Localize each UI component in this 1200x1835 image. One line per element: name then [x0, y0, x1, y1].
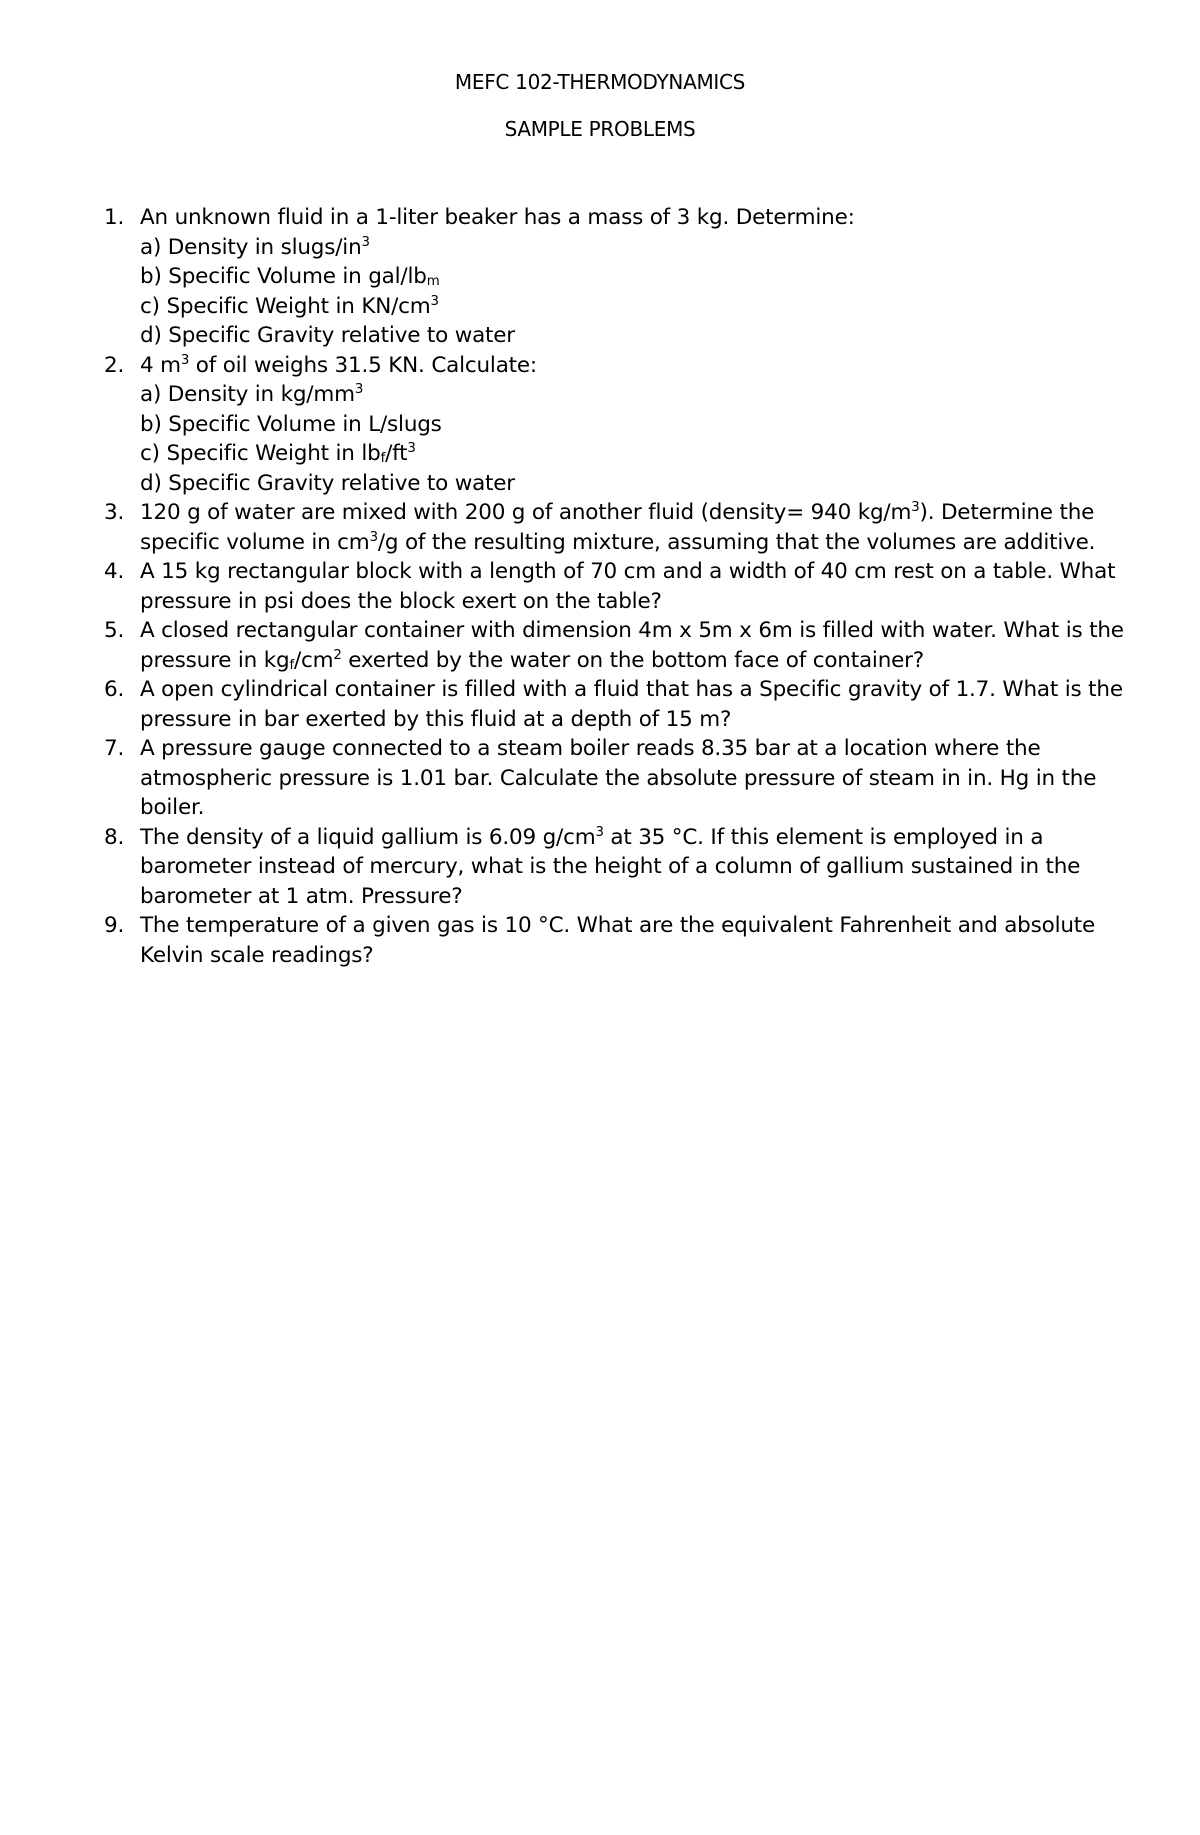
problem-number: 8.	[104, 824, 125, 850]
problem-text: An unknown fluid in a 1-liter beaker has a mass of 3 kg. Determine:	[140, 205, 855, 230]
problem-1	[104, 203, 1124, 351]
problem-part: a) Density in $kg/mm^3$	[140, 381, 364, 407]
problem-parts	[140, 233, 1124, 351]
problem-part: b) Specific Volume in L/slugs	[140, 411, 442, 437]
problem-part: c) Specific Weight in $KN/cm^3$	[140, 293, 439, 319]
problem-number: 3.	[104, 500, 125, 525]
problem-number: 2.	[104, 352, 125, 378]
problem-3	[104, 498, 1124, 557]
problem-6	[104, 675, 1124, 734]
problem-9	[104, 911, 1124, 970]
problem-number: 4.	[104, 559, 125, 584]
problem-part: a) Density in slugs/$in^3$	[140, 234, 370, 260]
problem-text: The density of a liquid gallium is 6.09 $g/cm^3$ at 35 °C. If this element is employed in a barometer instead of mercury, what is the height of a column of gallium sustained in the barometer at 1 atm. Pressure?	[140, 824, 1081, 909]
problem-text: A 15 kg rectangular block with a length of 70 cm and a width of 40 cm rest on a table. What pressure in psi does the block exert on the table?	[140, 559, 1116, 614]
problem-number: 7.	[104, 736, 125, 761]
section-title: SAMPLE PROBLEMS	[504, 117, 696, 141]
problem-text: 120 g of water are mixed with 200 g of another fluid (density= 940 $kg/m^3$). Determine the specific volume in $cm^3/g$ of the resulting mixture, assuming that the volumes are additive.	[140, 499, 1096, 555]
problem-text: The temperature of a given gas is 10 °C. What are the equivalent Fahrenheit and absolute Kelvin scale readings?	[140, 913, 1096, 968]
problem-part: b) Specific Volume in gal/$lb_m$	[140, 264, 440, 289]
problem-parts	[140, 380, 1124, 498]
problem-number: 1.	[104, 205, 125, 230]
problem-4	[104, 557, 1124, 616]
problem-7	[104, 734, 1124, 823]
problem-8	[104, 823, 1124, 912]
problem-part: c) Specific Weight in $lb_f/ft^3$	[140, 440, 416, 466]
problem-number: 5.	[104, 618, 125, 643]
problem-text: A pressure gauge connected to a steam boiler reads 8.35 bar at a location where the atmospheric pressure is 1.01 bar. Calculate the absolute pressure of steam in in. Hg in the boiler.	[140, 736, 1097, 820]
problem-text: 4 $m^3$ of oil weighs 31.5 KN. Calculate:	[140, 352, 537, 378]
problem-5	[104, 616, 1124, 675]
problem-part: d) Specific Gravity relative to water	[140, 470, 515, 496]
problem-text: A open cylindrical container is filled with a fluid that has a Specific gravity of 1.7. What is the pressure in bar exerted by this fluid at a depth of 15 m?	[140, 677, 1123, 732]
problem-part: d) Specific Gravity relative to water	[140, 323, 515, 348]
problem-2	[104, 351, 1124, 499]
course-title: MEFC 102-THERMODYNAMICS	[454, 70, 746, 94]
problem-number: 6.	[104, 677, 125, 702]
problem-text: A closed rectangular container with dimension 4m x 5m x 6m is filled with water. What is the pressure in $kg_f/cm^2$ exerted by the water on the bottom face of container?	[140, 618, 1124, 673]
problem-list	[104, 203, 1124, 970]
problem-number: 9.	[104, 913, 125, 938]
